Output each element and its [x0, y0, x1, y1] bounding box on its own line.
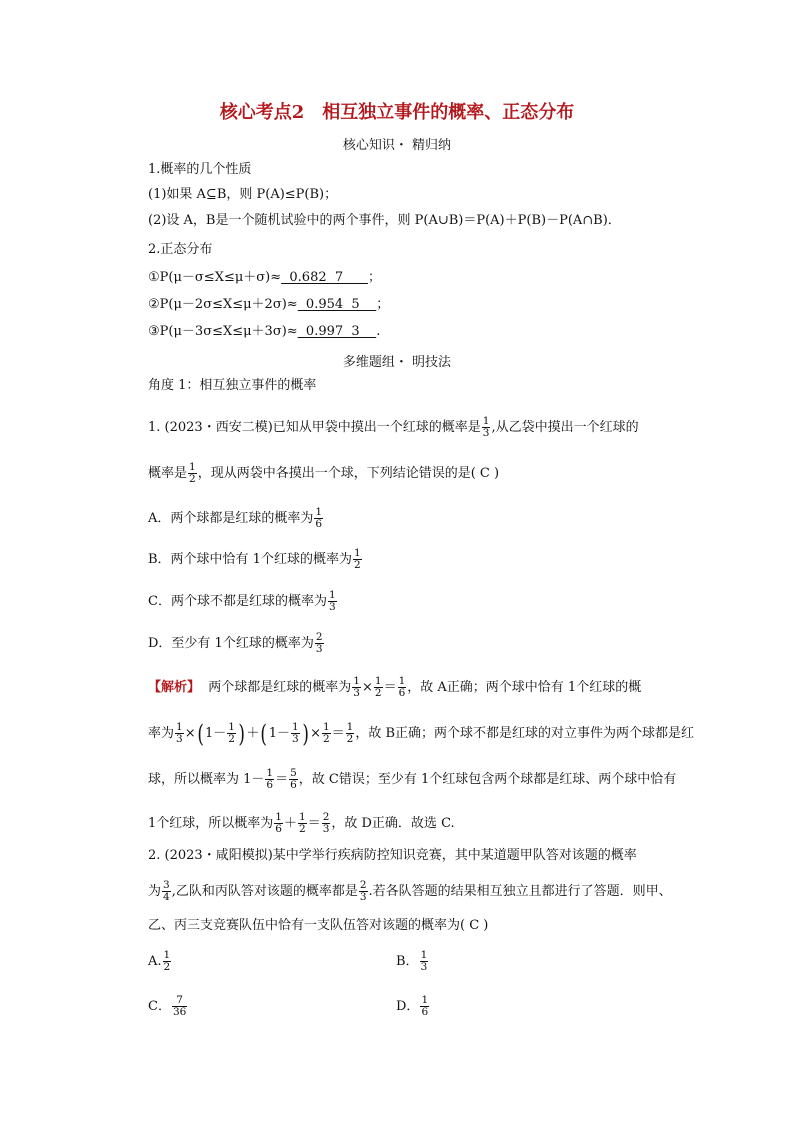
q2-line3: 乙、丙三支竞赛队伍中恰有一支队伍答对该题的概率为( C ) [148, 918, 489, 933]
fraction-denominator: 6 [315, 518, 323, 530]
fraction-numerator: 1 [266, 767, 274, 779]
normal-rule-1-text: ①P(μ－σ≤X≤μ＋σ)≈ [148, 270, 282, 285]
q1-option-b-frac [353, 548, 362, 571]
fraction-numerator: 1 [163, 949, 171, 961]
solution1-line4 [148, 812, 455, 835]
q1-text-d: ，现从两袋中各摸出一个球，下列结论错误的是( C ) [197, 466, 500, 481]
fraction-numerator: 1 [176, 721, 183, 733]
q2-frac-2 [359, 880, 368, 903]
section1-item2: (2)设 A，B是一个随机试验中的两个事件，则 P(A∪B)＝P(A)＋P(B)－P(A∩B)． [148, 213, 621, 228]
section1-title: 1.概率的几个性质 [148, 162, 252, 177]
q2-option-b-text: B． [396, 954, 419, 969]
q1-text-c: 概率是 [148, 466, 188, 481]
sol1-frac-1 [352, 676, 361, 699]
fraction-numerator: 1 [315, 506, 323, 518]
fraction-denominator: 6 [266, 779, 274, 791]
normal-rule-1-end: ； [367, 270, 381, 285]
q2-option-b [396, 950, 429, 973]
q1-option-a-text: A．两个球都是红球的概率为 [148, 511, 314, 526]
fraction-denominator: 3 [359, 891, 367, 903]
fraction-numerator: 1 [228, 721, 235, 733]
q1-option-b [148, 548, 363, 571]
sol1-text-h: ，故 D正确．故选 C. [331, 816, 455, 831]
sol1-text-d: ，故 B正确；两个球不都是红球的对立事件为两个球都是红 [355, 726, 695, 741]
fraction-numerator: 1 [374, 675, 382, 687]
q2-option-c-text: C． [148, 999, 171, 1014]
fraction-numerator: 1 [353, 547, 361, 559]
normal-rule-3-text: ③P(μ－3σ≤X≤μ＋3σ)≈ [148, 324, 298, 339]
fraction-denominator: 6 [290, 779, 297, 791]
sol1-plus-1: ＋ [246, 726, 260, 741]
solution-tag: 【解析】 [148, 680, 201, 695]
q2-option-a-frac [163, 950, 172, 973]
q2-option-d-frac [420, 995, 429, 1018]
q1-option-d [148, 632, 325, 655]
q1-option-b-text: B．两个球中恰有 1个红球的概率为 [148, 552, 352, 567]
sol1-plus-2: ＋ [283, 816, 297, 831]
sol1-frac-9 [265, 768, 274, 791]
fraction-denominator: 3 [482, 427, 490, 439]
sol1-frac-2 [374, 676, 383, 699]
fraction-denominator: 2 [189, 473, 196, 485]
fraction-numerator: 1 [346, 721, 354, 733]
q2-option-b-frac [420, 950, 429, 973]
q1-line1 [148, 416, 639, 439]
fraction-denominator: 2 [228, 733, 235, 745]
sol1-paren-open-1: ( [197, 719, 204, 748]
fraction-denominator: 2 [353, 559, 361, 571]
q1-fraction-2 [188, 462, 197, 485]
normal-rule-1 [148, 270, 381, 286]
sol1-text-c: 率为 [148, 726, 175, 741]
fraction-denominator: 2 [163, 961, 171, 973]
q2-option-d [396, 995, 430, 1018]
solution1-line1 [148, 676, 641, 699]
fraction-numerator: 7 [172, 995, 187, 1007]
q1-option-c [148, 590, 338, 613]
fraction-numerator: 1 [420, 949, 428, 961]
sol1-paren-close-1: ) [238, 719, 245, 748]
sol1-text-a: 两个球都是红球的概率为 [208, 680, 352, 695]
fraction-numerator: 1 [275, 811, 282, 823]
sol1-frac-5 [227, 722, 236, 745]
sol1-eq-1: ＝ [383, 680, 397, 695]
q2-line2 [148, 880, 672, 903]
normal-rule-1-answer: 0.682 7 [281, 270, 368, 285]
q1-text-b: ,从乙袋中摸出一个红球的 [491, 420, 639, 435]
section2-title: 2.正态分布 [148, 242, 213, 257]
fraction-numerator: 3 [163, 879, 170, 891]
fraction-denominator: 3 [315, 643, 323, 655]
fraction-denominator: 36 [172, 1006, 187, 1018]
sol1-eq-3: ＝ [275, 772, 289, 787]
fraction-denominator: 6 [421, 1006, 429, 1018]
solution1-line2 [148, 719, 695, 748]
sol1-frac-4 [175, 722, 184, 745]
fraction-denominator: 2 [322, 733, 330, 745]
sol1-times-3: × [310, 726, 321, 741]
q1-text-a: 1. (2023・西安二模)已知从甲袋中摸出一个红球的概率是 [148, 420, 481, 435]
sol1-frac-13 [322, 812, 331, 835]
sol1-minus-2: 1－ [268, 726, 290, 741]
solution1-line3 [148, 768, 676, 791]
q2-option-c-frac [172, 995, 187, 1018]
q2-text-a: 为 [148, 884, 162, 899]
fraction-numerator: 2 [315, 631, 323, 643]
sol1-frac-10 [289, 768, 298, 791]
fraction-denominator: 3 [292, 733, 299, 745]
fraction-numerator: 1 [189, 461, 196, 473]
sol1-text-e: 球，所以概率为 1－ [148, 772, 265, 787]
q1-fraction [482, 416, 491, 439]
sol1-minus-1: 1－ [204, 726, 227, 741]
normal-rule-2-text: ②P(μ－2σ≤X≤μ＋2σ)≈ [148, 297, 298, 312]
fraction-numerator: 1 [482, 415, 490, 427]
sol1-times-1: × [361, 680, 373, 695]
knowledge-heading: 核心知识・ 精归纳 [342, 138, 452, 153]
fraction-numerator: 1 [298, 811, 306, 823]
sol1-text-g: 1个红球，所以概率为 [148, 816, 274, 831]
sol1-frac-8 [346, 722, 355, 745]
fraction-denominator: 2 [374, 687, 382, 699]
fraction-denominator: 4 [163, 891, 170, 903]
q2-option-a-text: A. [148, 954, 162, 969]
fraction-denominator: 3 [322, 823, 330, 835]
sol1-frac-6 [291, 722, 300, 745]
sol1-eq-4: ＝ [307, 816, 321, 831]
fraction-numerator: 1 [322, 721, 330, 733]
sol1-frac-3 [398, 676, 407, 699]
sol1-times-2: × [184, 726, 196, 741]
fraction-numerator: 1 [398, 675, 406, 687]
fraction-denominator: 3 [353, 687, 360, 699]
sol1-frac-7 [322, 722, 331, 745]
fraction-denominator: 3 [176, 733, 183, 745]
q2-text-c: .若各队答题的结果相互独立且都进行了答题．则甲、 [368, 884, 672, 899]
q2-option-d-text: D． [396, 999, 420, 1014]
group-heading: 多维题组・ 明技法 [342, 355, 452, 370]
sol1-paren-open-2: ( [260, 719, 268, 748]
q1-option-d-frac [315, 632, 324, 655]
fraction-denominator: 6 [275, 823, 282, 835]
fraction-numerator: 2 [322, 811, 330, 823]
sol1-paren-close-2: ) [302, 719, 309, 748]
fraction-numerator: 5 [290, 767, 297, 779]
normal-rule-2 [148, 297, 389, 313]
normal-rule-2-end: ； [376, 297, 390, 312]
section1-item1: (1)如果 A⊆B，则 P(A)≤P(B)； [148, 187, 338, 202]
fraction-numerator: 1 [353, 675, 360, 687]
page-title: 核心考点2 相互独立事件的概率、正态分布 [219, 102, 575, 123]
sol1-eq-2: ＝ [331, 726, 345, 741]
sol1-frac-11 [274, 812, 283, 835]
fraction-denominator: 2 [298, 823, 306, 835]
q1-option-c-text: C．两个球不都是红球的概率为 [148, 594, 327, 609]
q1-line2 [148, 462, 499, 485]
fraction-denominator: 6 [398, 687, 406, 699]
normal-rule-3-answer: 0.997 3 [297, 324, 377, 339]
sol1-frac-12 [298, 812, 307, 835]
sol1-text-b: ，故 A正确；两个球中恰有 1个红球的概 [407, 680, 642, 695]
q1-option-a [148, 507, 324, 530]
q1-option-d-text: D．至少有 1个红球的概率为 [148, 636, 314, 651]
normal-rule-3-end: . [376, 324, 381, 339]
fraction-denominator: 2 [346, 733, 354, 745]
fraction-denominator: 3 [328, 601, 336, 613]
fraction-denominator: 3 [420, 961, 428, 973]
fraction-numerator: 2 [359, 879, 367, 891]
normal-rule-3 [148, 324, 380, 340]
q1-option-a-frac [314, 507, 323, 530]
q2-option-c [148, 995, 188, 1018]
q1-option-c-frac [328, 590, 337, 613]
normal-rule-2-answer: 0.954 5 [297, 297, 377, 312]
q2-text-b: ,乙队和丙队答对该题的概率都是 [171, 884, 358, 899]
fraction-numerator: 1 [328, 589, 336, 601]
q2-option-a [148, 950, 172, 973]
q2-frac-1 [162, 880, 171, 903]
fraction-numerator: 1 [292, 721, 299, 733]
q2-line1: 2. (2023・咸阳模拟)某中学举行疾病防控知识竞赛，其中某道题甲队答对该题的概率 [148, 848, 637, 863]
fraction-numerator: 1 [421, 994, 429, 1006]
angle-title: 角度 1：相互独立事件的概率 [148, 378, 317, 393]
sol1-text-f: ，故 C错误；至少有 1个红球包含两个球都是红球、两个球中恰有 [298, 772, 677, 787]
